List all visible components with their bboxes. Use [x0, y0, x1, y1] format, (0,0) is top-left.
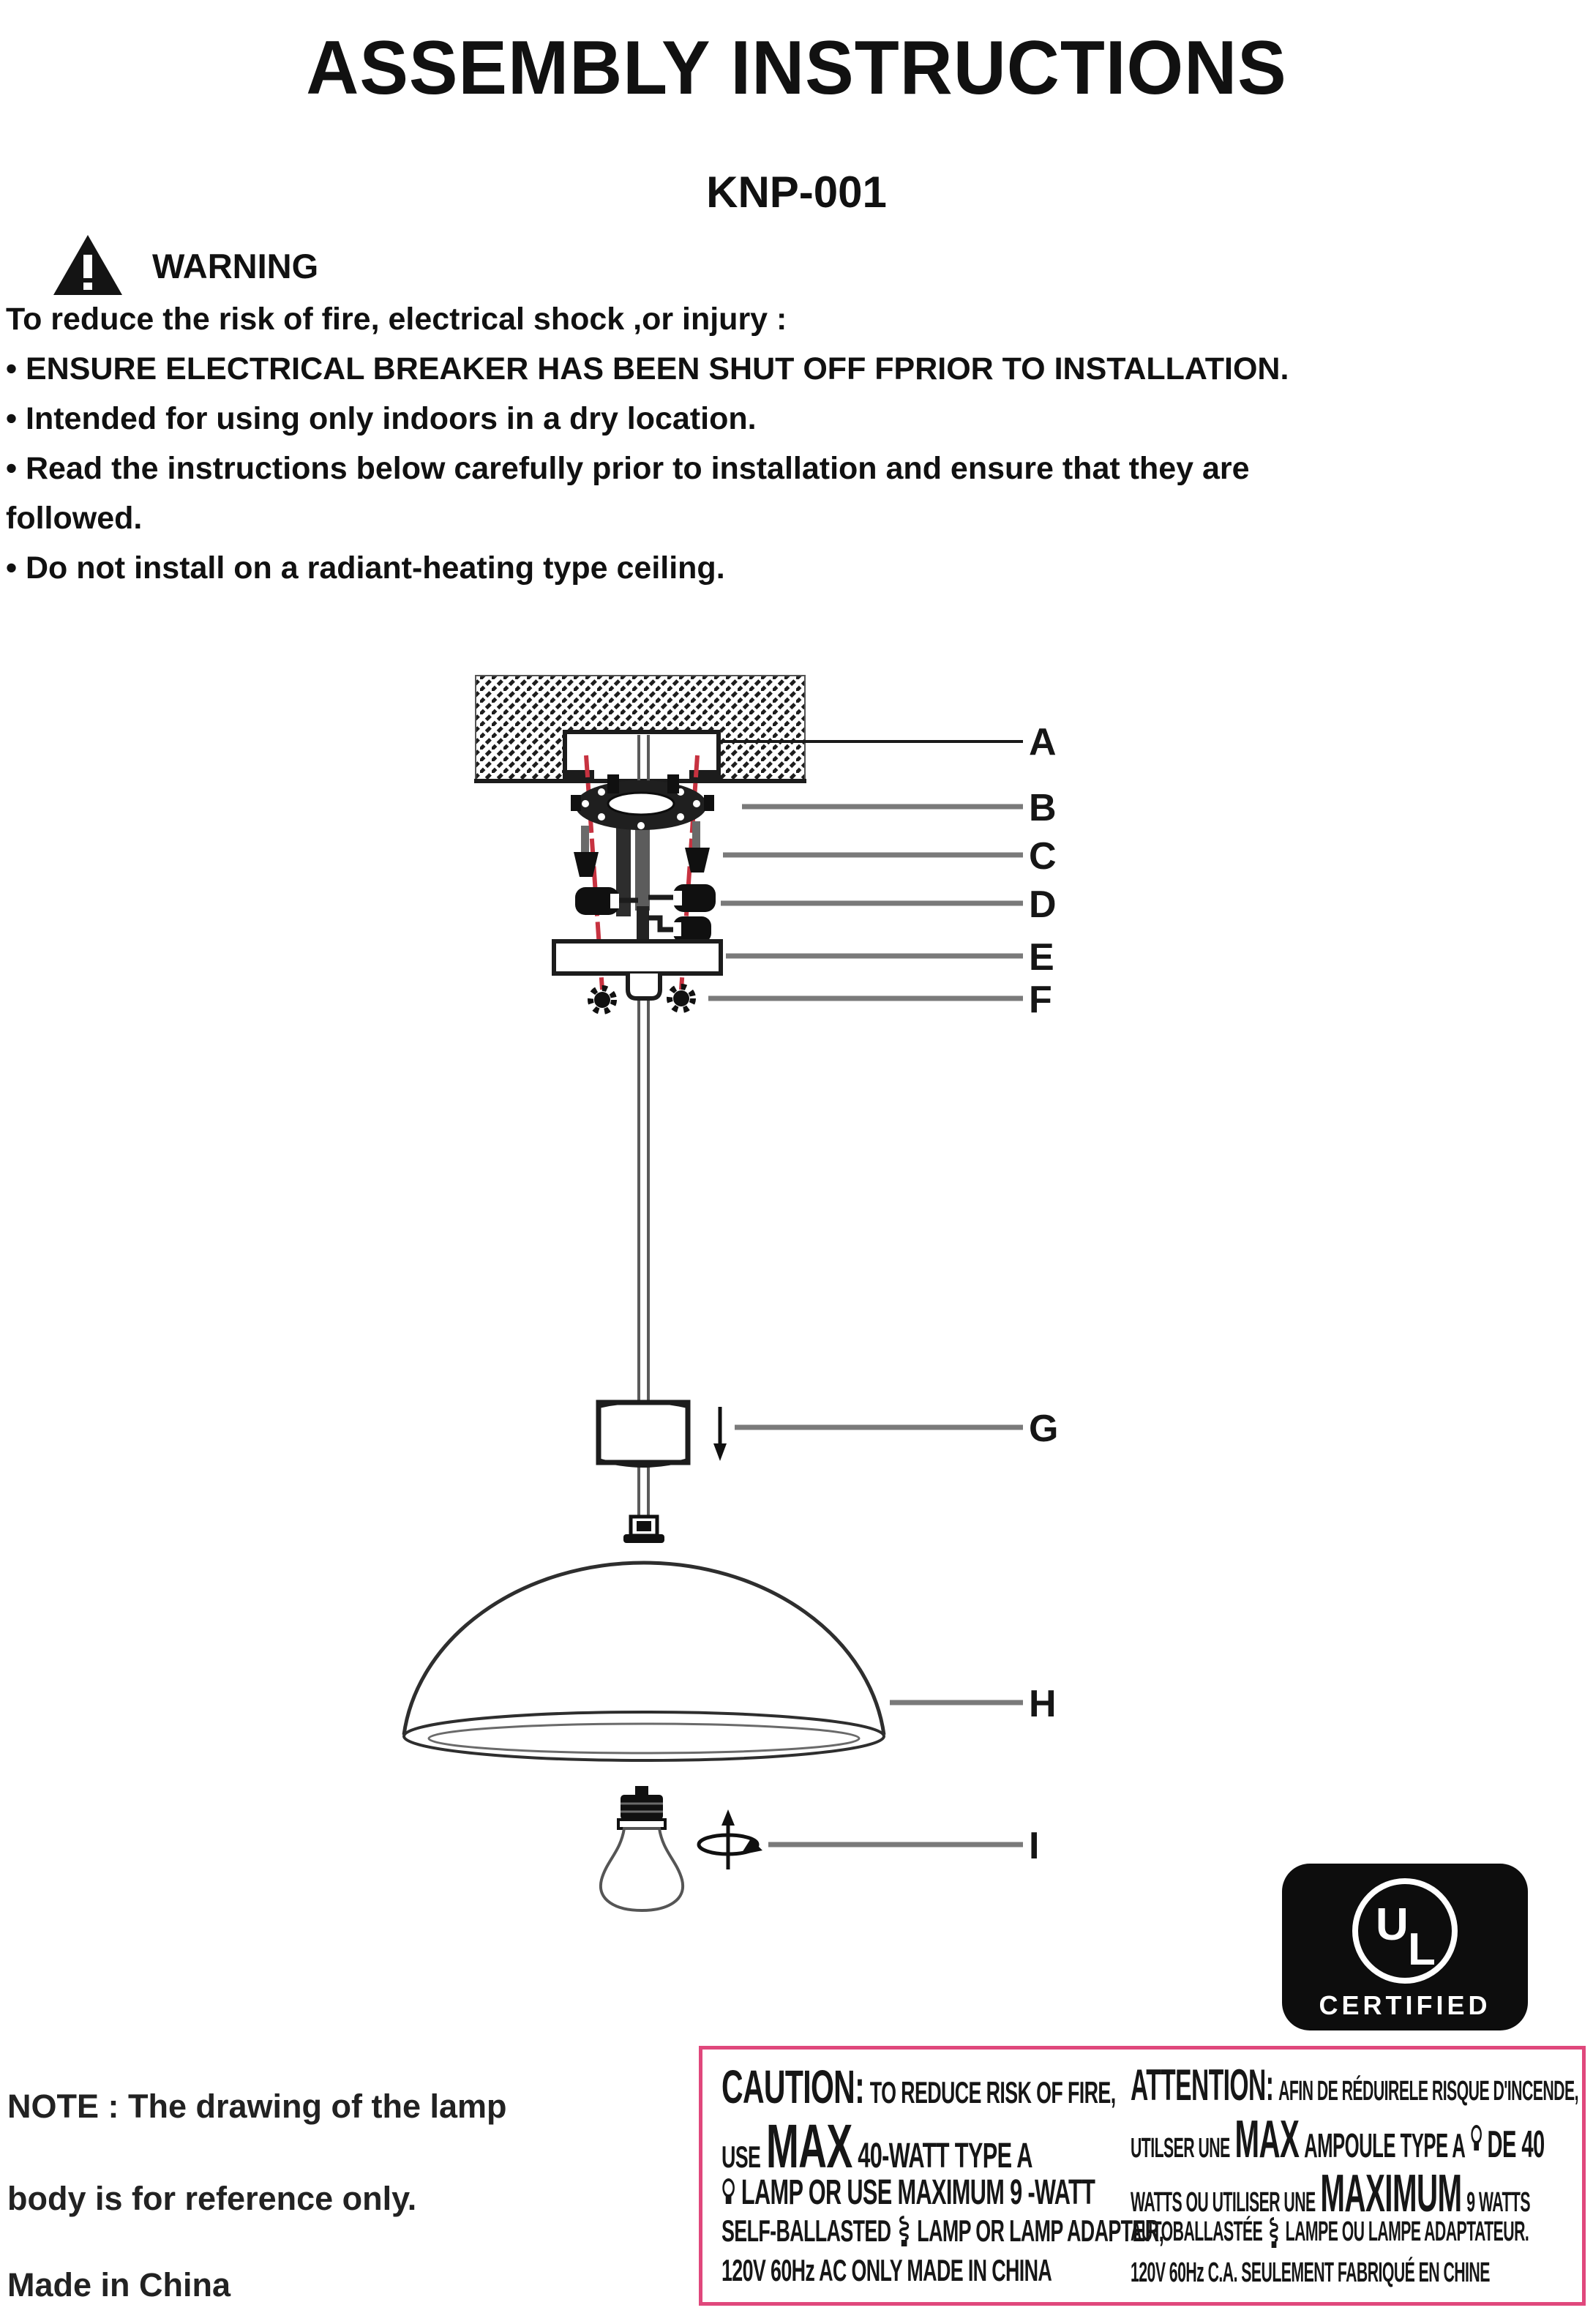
- part-label-h: H: [1029, 1683, 1057, 1725]
- dome-shade: [404, 1563, 884, 1760]
- caution-french-column: [1131, 2050, 1578, 2302]
- caution-english-column: [721, 2050, 1164, 2302]
- caution-fr-line1: [1131, 2060, 1578, 2110]
- caution-text: USE: [721, 2140, 761, 2174]
- caution-text: 120V 60Hz AC ONLY MADE IN CHINA: [721, 2253, 1052, 2287]
- caution-box: [699, 2046, 1586, 2306]
- warning-bullet-line: • ENSURE ELECTRICAL BREAKER HAS BEEN SHUT OFF FPRIOR TO INSTALLATION.: [6, 351, 1289, 386]
- caution-en-line2: [721, 2111, 1032, 2182]
- caution-text: DE 40: [1487, 2123, 1545, 2166]
- canopy-plate: [554, 941, 721, 998]
- model-number: KNP-001: [706, 168, 887, 217]
- maximum-word: MAXIMUM: [1320, 2164, 1462, 2223]
- ul-logo-letter-u: U: [1376, 1899, 1409, 1950]
- caution-word: CAUTION:: [721, 2060, 865, 2113]
- socket-cup: [599, 1402, 688, 1466]
- caution-en-line5: [721, 2253, 1052, 2288]
- made-in-china: Made in China: [7, 2266, 231, 2304]
- part-label-f: F: [1029, 979, 1052, 1021]
- caution-fr-line3: [1131, 2164, 1530, 2224]
- rotate-arrow-icon: [699, 1809, 762, 1869]
- bulb-icon: [1470, 2124, 1483, 2155]
- caution-text: LAMPE OU LAMPE ADAPTATEUR.: [1285, 2216, 1529, 2247]
- caution-text: TO REDUCE RISK OF FIRE,: [869, 2075, 1116, 2110]
- caution-fr-line2: [1131, 2110, 1545, 2170]
- light-bulb: [601, 1786, 683, 1910]
- note-line-1: NOTE : The drawing of the lamp: [7, 2088, 507, 2125]
- down-arrow-icon: [713, 1407, 727, 1461]
- caution-text: AUTOBALLASTÉE: [1131, 2216, 1263, 2247]
- part-label-e: E: [1029, 936, 1054, 979]
- part-label-g: G: [1029, 1408, 1059, 1450]
- attention-word: ATTENTION:: [1131, 2060, 1274, 2110]
- ul-certified-text: CERTIFIED: [1319, 1990, 1491, 2020]
- caution-en-line4: [721, 2213, 1163, 2249]
- caution-text: LAMP OR USE MAXIMUM 9 -WATT: [741, 2173, 1095, 2212]
- cfl-lamp-icon: [896, 2215, 911, 2247]
- caution-text: 9 WATTS: [1466, 2187, 1530, 2218]
- caution-text: 120V 60Hz C.A. SEULEMENT FABRIQUÉ EN CHINE: [1131, 2257, 1490, 2288]
- caution-text: AFIN DE RÉDUIRELE RISQUE D'INCENDE,: [1278, 2076, 1578, 2107]
- ul-certified-badge: [1282, 1864, 1528, 2030]
- warning-intro-line: To reduce the risk of fire, electrical shock ,or injury :: [6, 302, 787, 337]
- caution-en-line1: [721, 2060, 1116, 2114]
- page-title: ASSEMBLY INSTRUCTIONS: [306, 26, 1287, 111]
- part-label-a: A: [1029, 721, 1057, 763]
- part-label-b: B: [1029, 787, 1057, 829]
- ul-logo: [1282, 1864, 1528, 2030]
- caution-fr-line4: [1131, 2216, 1529, 2249]
- caution-text: AMPOULE TYPE A: [1304, 2126, 1466, 2164]
- caution-en-line3: [721, 2172, 1095, 2213]
- caution-text: 40-WATT TYPE A: [858, 2137, 1032, 2175]
- part-label-d: D: [1029, 883, 1057, 926]
- bulb-icon: [721, 2178, 735, 2208]
- note-line-2: body is for reference only.: [7, 2180, 417, 2217]
- caution-text: WATTS OU UTILISER UNE: [1131, 2187, 1316, 2218]
- max-word: MAX: [766, 2112, 852, 2181]
- part-label-i: I: [1029, 1825, 1040, 1867]
- ul-logo-letter-l: L: [1408, 1924, 1436, 1975]
- caution-fr-line5: [1131, 2257, 1490, 2289]
- caution-text: LAMP OR LAMP ADAPTER,: [917, 2213, 1164, 2248]
- cfl-lamp-icon: [1267, 2216, 1281, 2249]
- part-label-c: C: [1029, 835, 1057, 878]
- warning-bullet-line: • Do not install on a radiant-heating type ceiling.: [6, 550, 725, 586]
- shade-connector: [623, 1517, 664, 1543]
- caution-text: SELF-BALLASTED: [721, 2213, 891, 2248]
- caution-text: UTILSER UNE: [1131, 2133, 1230, 2164]
- max-word: MAX: [1234, 2110, 1300, 2169]
- warning-bullet-line: • Read the instructions below carefully prior to installation and ensure that they are: [6, 451, 1250, 486]
- warning-heading: WARNING: [152, 247, 319, 285]
- warning-bullet-line-wrap: followed.: [6, 501, 143, 536]
- warning-bullet-line: • Intended for using only indoors in a dry location.: [6, 401, 757, 436]
